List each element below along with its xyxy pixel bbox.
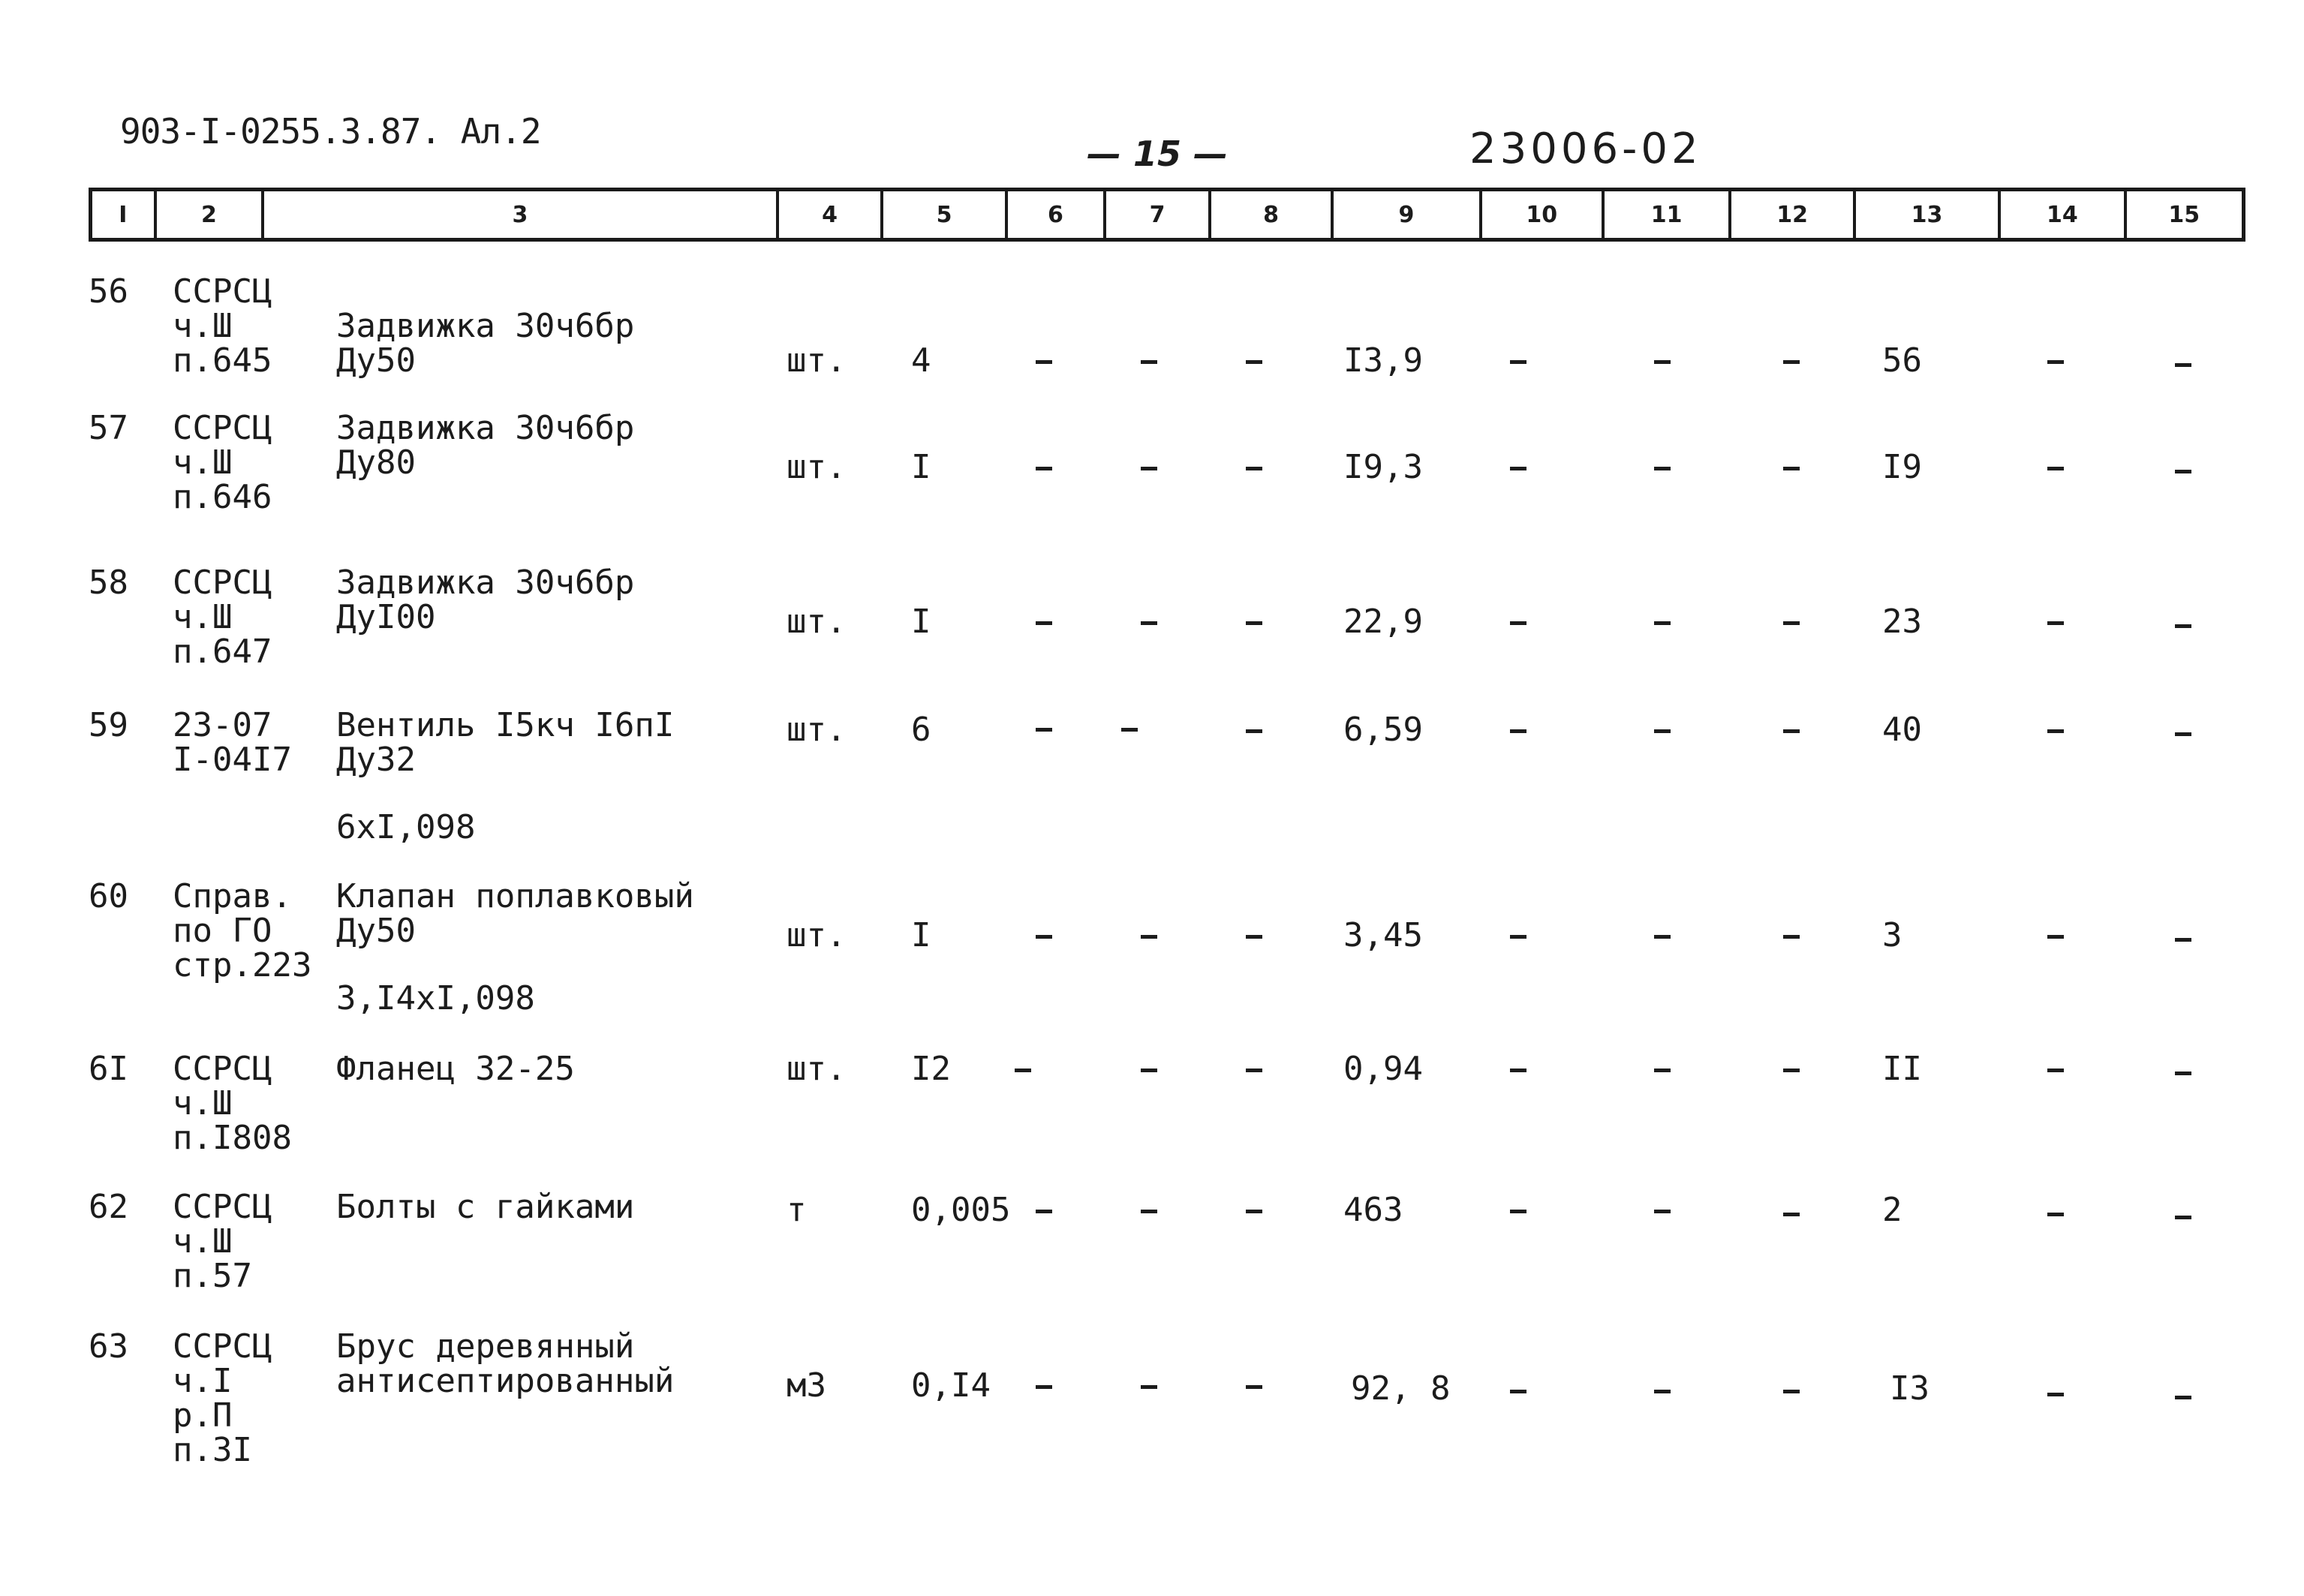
item-name-line: Ду50 (336, 341, 416, 380)
empty-dash-col15 (2175, 470, 2191, 473)
empty-dash-col12 (1783, 360, 1800, 364)
row-number: 59 (89, 706, 128, 744)
column-header-14: 14 (2001, 191, 2126, 238)
item-name-line: Задвижка 30ч6бр (336, 409, 635, 447)
total-cell: 23 (1882, 603, 1922, 641)
empty-dash-col12 (1783, 1213, 1800, 1216)
page-number: — 15 — (1087, 134, 1229, 174)
empty-dash-col6 (1036, 360, 1052, 364)
empty-dash-col10 (1510, 729, 1526, 733)
unit-cell: м3 (787, 1366, 826, 1405)
empty-dash-col10 (1510, 1210, 1526, 1213)
column-header-12: 12 (1731, 191, 1855, 238)
price-cell: 3,45 (1343, 916, 1423, 954)
empty-dash-col15 (2175, 938, 2191, 942)
reference-line: р.П (173, 1396, 233, 1435)
reference-line: Справ. (173, 877, 292, 915)
column-header-1: I (92, 191, 157, 238)
empty-dash-col8 (1246, 360, 1262, 364)
empty-dash-col15 (2175, 1072, 2191, 1075)
empty-dash-col7 (1121, 728, 1138, 732)
item-name-line: Клапан поплавковый (336, 877, 694, 915)
reference-line: по ГО (173, 912, 272, 950)
empty-dash-col10 (1510, 621, 1526, 625)
column-header-5: 5 (883, 191, 1007, 238)
quantity-cell: I (911, 603, 931, 641)
empty-dash-col8 (1246, 1210, 1262, 1213)
empty-dash-col15 (2175, 1216, 2191, 1219)
reference-line: п.647 (173, 633, 272, 671)
row-number: 60 (89, 877, 128, 915)
reference-line: стр.223 (173, 946, 312, 984)
price-cell: 22,9 (1343, 603, 1423, 641)
reference-line: ч.Ш (173, 307, 233, 345)
empty-dash-col11 (1654, 1390, 1671, 1393)
empty-dash-col12 (1783, 935, 1800, 939)
row-number: 56 (89, 272, 128, 311)
item-name-line: Брус деревянный (336, 1327, 635, 1366)
empty-dash-col6 (1036, 621, 1052, 625)
total-cell: 2 (1882, 1191, 1902, 1229)
empty-dash-col10 (1510, 935, 1526, 939)
column-header-15: 15 (2168, 201, 2200, 228)
empty-dash-col14 (2047, 1393, 2064, 1396)
reference-line: п.3I (173, 1431, 252, 1469)
reference-line: ч.Ш (173, 598, 233, 636)
reference-line: ч.Ш (173, 1084, 233, 1123)
reference-line: ССРСЦ (173, 1188, 272, 1226)
reference-line: ССРСЦ (173, 1327, 272, 1366)
doc-code: 903-I-0255.3.87. Ал.2 (120, 111, 541, 152)
column-header-7: 7 (1106, 191, 1211, 238)
column-header-10: 10 (1482, 191, 1605, 238)
empty-dash-col7 (1141, 621, 1157, 625)
column-header-row (89, 188, 2245, 242)
item-name-line: Ду80 (336, 443, 416, 482)
column-header-9: 9 (1334, 191, 1481, 238)
item-name-line: Задвижка 30ч6бр (336, 564, 635, 602)
empty-dash-col8 (1246, 621, 1262, 625)
column-header-6: 6 (1008, 191, 1107, 238)
empty-dash-col8 (1246, 935, 1262, 939)
unit-cell: шт. (787, 341, 847, 380)
item-name-line: Ду50 (336, 912, 416, 950)
empty-dash-col11 (1654, 1210, 1671, 1213)
empty-dash-col8 (1246, 1069, 1262, 1072)
price-cell: 463 (1343, 1191, 1403, 1229)
unit-cell: шт. (787, 1050, 847, 1088)
total-cell: 3 (1882, 916, 1902, 954)
empty-dash-col12 (1783, 621, 1800, 625)
quantity-cell: 6 (911, 711, 931, 749)
price-cell: I3,9 (1343, 341, 1423, 380)
empty-dash-col6 (1036, 935, 1052, 939)
empty-dash-col7 (1141, 360, 1157, 364)
total-cell: I3 (1890, 1369, 1930, 1408)
row-number: 58 (89, 564, 128, 602)
empty-dash-col15 (2175, 363, 2191, 367)
column-header-4: 4 (779, 191, 884, 238)
row-number: 6I (89, 1050, 128, 1088)
total-cell: II (1882, 1050, 1922, 1088)
empty-dash-col10 (1510, 467, 1526, 470)
empty-dash-col7 (1141, 1210, 1157, 1213)
empty-dash-col7 (1141, 1069, 1157, 1072)
unit-cell: шт. (787, 448, 847, 486)
empty-dash-col12 (1783, 729, 1800, 733)
unit-cell: шт. (787, 916, 847, 954)
row-number: 62 (89, 1188, 128, 1226)
empty-dash-col7 (1141, 1385, 1157, 1389)
calculation-note: 6xI,098 (336, 808, 476, 846)
reference-line: ССРСЦ (173, 564, 272, 602)
reference-line: п.I808 (173, 1119, 292, 1157)
empty-dash-col12 (1783, 1390, 1800, 1393)
empty-dash-col14 (2047, 467, 2064, 470)
column-header-8: 8 (1211, 191, 1334, 238)
empty-dash-col14 (2047, 621, 2064, 625)
calculation-note: 3,I4xI,098 (336, 979, 535, 1017)
empty-dash-col14 (2047, 935, 2064, 939)
reference-line: п.645 (173, 341, 272, 380)
empty-dash-col14 (2047, 1213, 2064, 1216)
empty-dash-col6 (1036, 467, 1052, 470)
item-name-line: Болты с гайками (336, 1188, 635, 1226)
reference-line: п.646 (173, 478, 272, 516)
total-cell: 56 (1882, 341, 1922, 380)
column-header-2: 2 (157, 191, 265, 238)
sheet-code: 23006-02 (1469, 125, 1702, 173)
reference-line: ч.I (173, 1362, 233, 1400)
empty-dash-col10 (1510, 1390, 1526, 1393)
total-cell: I9 (1882, 448, 1922, 486)
empty-dash-col14 (2047, 360, 2064, 364)
price-cell: I9,3 (1343, 448, 1423, 486)
empty-dash-col6 (1036, 1385, 1052, 1389)
item-name-line: Ду32 (336, 741, 416, 779)
empty-dash-col15 (2175, 1396, 2191, 1399)
empty-dash-col10 (1510, 1069, 1526, 1072)
empty-dash-col8 (1246, 729, 1262, 733)
empty-dash-col11 (1654, 1069, 1671, 1072)
empty-dash-col11 (1654, 467, 1671, 470)
row-number: 57 (89, 409, 128, 447)
unit-cell: шт. (787, 603, 847, 641)
empty-dash-col12 (1783, 467, 1800, 470)
reference-line: ч.Ш (173, 443, 233, 482)
item-name-line: Фланец 32-25 (336, 1050, 575, 1088)
item-name-line: Вентиль I5кч I6пI (336, 706, 675, 744)
empty-dash-col15 (2175, 624, 2191, 628)
reference-line: ССРСЦ (173, 1050, 272, 1088)
reference-line: ССРСЦ (173, 272, 272, 311)
quantity-cell: I (911, 448, 931, 486)
column-header-11: 11 (1605, 191, 1731, 238)
empty-dash-col11 (1654, 621, 1671, 625)
empty-dash-col7 (1141, 467, 1157, 470)
empty-dash-col15 (2175, 732, 2191, 736)
quantity-cell: 4 (911, 341, 931, 380)
quantity-cell: 0,I4 (911, 1366, 991, 1405)
row-number: 63 (89, 1327, 128, 1366)
empty-dash-col11 (1654, 360, 1671, 364)
item-name-line: антисептированный (336, 1362, 675, 1400)
quantity-cell: 0,005 (911, 1191, 1011, 1229)
reference-line: п.57 (173, 1257, 252, 1295)
reference-line: ч.Ш (173, 1222, 233, 1261)
empty-dash-col12 (1783, 1069, 1800, 1072)
price-cell: 6,59 (1343, 711, 1423, 749)
empty-dash-col6 (1015, 1069, 1031, 1072)
empty-dash-col6 (1036, 728, 1052, 732)
reference-line: 23-07 (173, 706, 272, 744)
empty-dash-col8 (1246, 467, 1262, 470)
empty-dash-col7 (1141, 935, 1157, 939)
total-cell: 40 (1882, 711, 1922, 749)
item-name-line: Задвижка 30ч6бр (336, 307, 635, 345)
quantity-cell: I2 (911, 1050, 951, 1088)
empty-dash-col10 (1510, 360, 1526, 364)
price-cell: 92, 8 (1351, 1369, 1451, 1408)
empty-dash-col11 (1654, 935, 1671, 939)
price-cell: 0,94 (1343, 1050, 1423, 1088)
empty-dash-col14 (2047, 729, 2064, 733)
item-name-line: ДуI00 (336, 598, 436, 636)
empty-dash-col14 (2047, 1069, 2064, 1072)
column-header-3: 3 (264, 191, 779, 238)
empty-dash-col11 (1654, 729, 1671, 733)
empty-dash-col8 (1246, 1385, 1262, 1389)
quantity-cell: I (911, 916, 931, 954)
reference-line: ССРСЦ (173, 409, 272, 447)
reference-line: I-04I7 (173, 741, 292, 779)
unit-cell: шт. (787, 711, 847, 749)
empty-dash-col6 (1036, 1210, 1052, 1213)
column-header-13: 13 (1856, 191, 2001, 238)
unit-cell: т (787, 1191, 807, 1229)
